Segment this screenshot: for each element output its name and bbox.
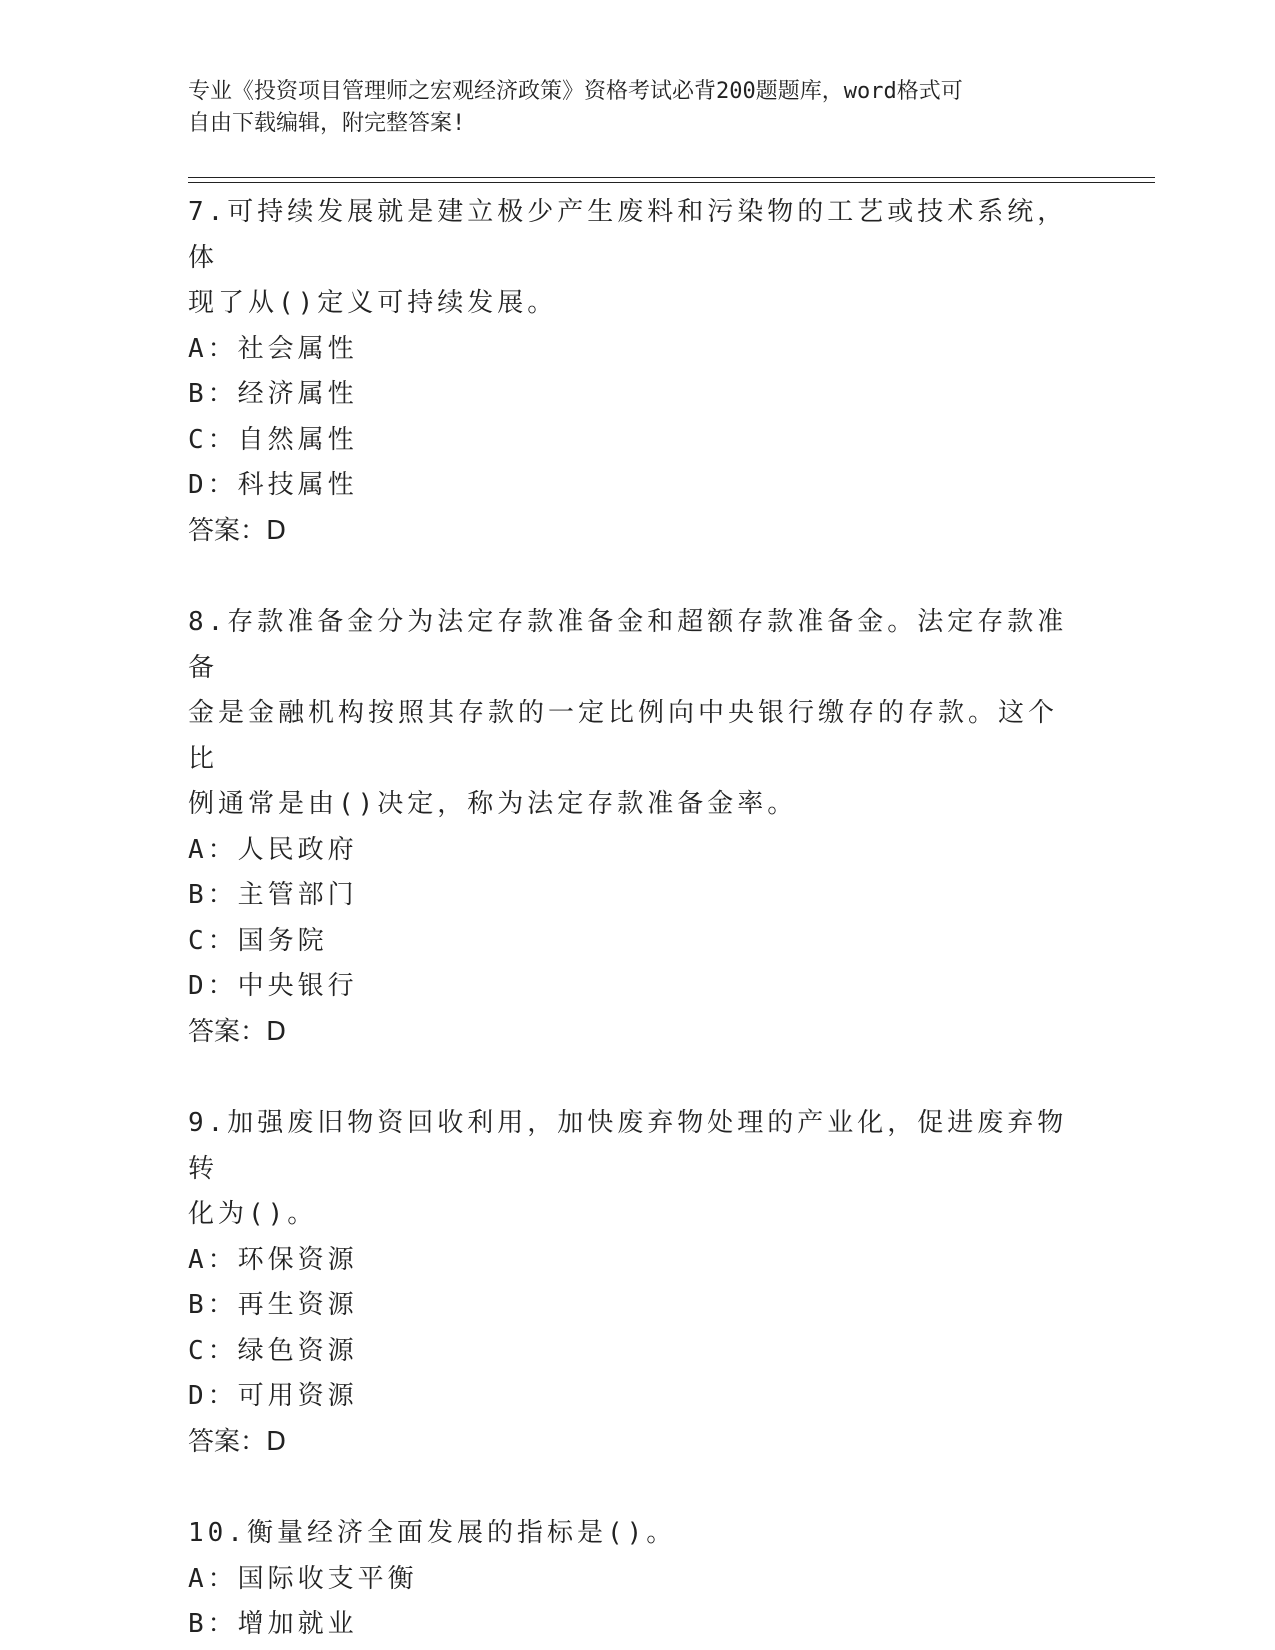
option-a: A：国际收支平衡 bbox=[188, 1563, 418, 1594]
header-divider-top bbox=[188, 177, 1155, 178]
option-c: C：绿色资源 bbox=[188, 1335, 358, 1366]
question-stem-line: 化为()。 bbox=[188, 1199, 318, 1229]
answer: 答案：D bbox=[188, 515, 287, 546]
option-list bbox=[188, 1557, 1068, 1648]
option-c: C：自然属性 bbox=[188, 424, 358, 455]
option-d: D：中央银行 bbox=[188, 971, 358, 1001]
option-c: C：国务院 bbox=[188, 925, 328, 956]
document-header bbox=[188, 76, 1088, 140]
option-d: D：可用资源 bbox=[188, 1381, 358, 1411]
option-b: B：再生资源 bbox=[188, 1290, 358, 1320]
option-b: B：增加就业 bbox=[188, 1609, 358, 1639]
option-a: A：社会属性 bbox=[188, 333, 358, 364]
option-b: B：主管部门 bbox=[188, 880, 358, 910]
question-8 bbox=[188, 600, 1068, 1055]
option-a: A：环保资源 bbox=[188, 1244, 358, 1275]
answer: 答案：D bbox=[188, 1426, 287, 1457]
question-stem-line: 现了从()定义可持续发展。 bbox=[188, 288, 558, 318]
option-list bbox=[188, 1238, 1068, 1420]
question-stem-line: 金是金融机构按照其存款的一定比例向中央银行缴存的存款。这个比 bbox=[188, 698, 1059, 774]
question-10 bbox=[188, 1511, 1068, 1648]
header-divider-bottom bbox=[188, 182, 1155, 183]
question-7 bbox=[188, 190, 1068, 554]
question-stem-line: 例通常是由()决定，称为法定存款准备金率。 bbox=[188, 789, 798, 819]
question-list bbox=[188, 190, 1068, 1648]
question-stem-line: 10.衡量经济全面发展的指标是()。 bbox=[188, 1518, 677, 1548]
option-b: B：经济属性 bbox=[188, 379, 358, 409]
header-line-2: 自由下载编辑，附完整答案! bbox=[188, 111, 466, 136]
question-9 bbox=[188, 1101, 1068, 1465]
question-stem-line: 7.可持续发展就是建立极少产生废料和污染物的工艺或技术系统，体 bbox=[188, 197, 1068, 273]
option-list bbox=[188, 828, 1068, 1010]
option-list bbox=[188, 327, 1068, 509]
header-line-1: 专业《投资项目管理师之宏观经济政策》资格考试必背200题题库，word格式可 bbox=[188, 79, 963, 104]
answer: 答案：D bbox=[188, 1016, 287, 1047]
option-a: A：人民政府 bbox=[188, 834, 358, 865]
question-stem-line: 9.加强废旧物资回收利用，加快废弃物处理的产业化，促进废弃物转 bbox=[188, 1108, 1068, 1184]
option-d: D：科技属性 bbox=[188, 470, 358, 500]
question-stem-line: 8.存款准备金分为法定存款准备金和超额存款准备金。法定存款准备 bbox=[188, 607, 1068, 683]
